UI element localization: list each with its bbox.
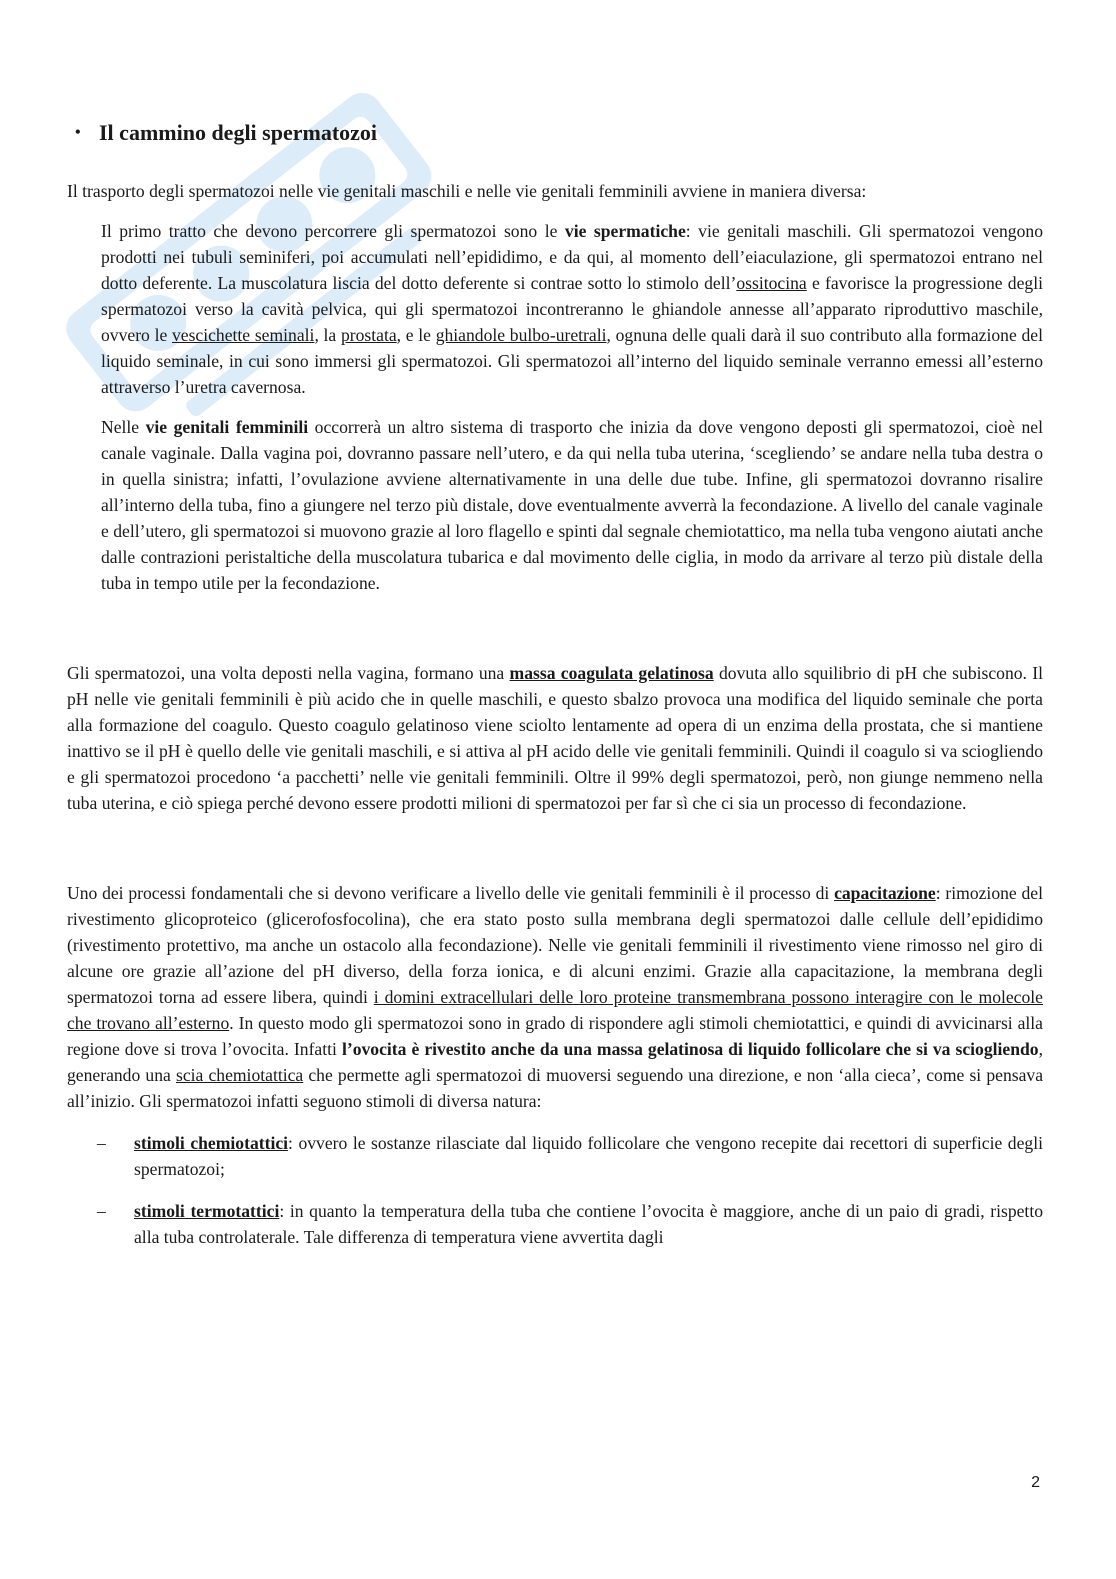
term-vie-spermatiche: vie spermatiche [564, 221, 686, 241]
term-massa-coagulata: massa coagulata gelatinosa [509, 663, 714, 683]
intro-paragraph: Il trasporto degli spermatozoi nelle vie genitali maschili e nelle vie genitali femminili avviene in maniera diversa: [67, 181, 867, 201]
bold-ovocita-rivestito: l’ovocita è rivestito anche da una massa gelatinosa di liquido follicolare che si va sciogliendo [341, 1039, 1039, 1059]
male-pathway-paragraph: Il primo tratto che devono percorrere gli spermatozoi sono le vie spermatiche: vie genitali maschili. Gli spermatozoi vengono prodotti nei tubuli seminiferi, poi accumulati nell’epididimo, e da qui, al momento dell’eiaculazione, gli spermatozoi entrano nel dotto deferente. La muscolatura liscia del dotto deferente si contrae sotto lo stimolo dell’ossitocina e favorisce la progressione degli spermatozoi verso la cavità pelvica, qui gli spermatozoi incontreranno le ghiandole annesse all’apparato riproduttivo maschile, ovvero le vescichette seminali, la prostata, e le ghiandole bulbo-uretrali, ognuna delle quali darà il suo contributo alla formazione del liquido seminale, in cui sono immersi gli spermatozoi. Gli spermatozoi all’interno del liquido seminale verranno emessi all’esterno attraverso l’uretra cavernosa. [101, 221, 1043, 397]
term-stimoli-chemiotattici: stimoli chemiotattici [134, 1133, 289, 1153]
heading-bullet: • [75, 124, 81, 141]
coagulation-paragraph: Gli spermatozoi, una volta deposti nella vagina, formano una massa coagulata gelatinosa dovuta allo squilibrio di pH che subiscono. Il pH nelle vie genitali femminili è più acido che in quelle maschili, e questo sbalzo provoca una modifica del liquido seminale che porta alla formazione del coagulo. Questo coagulo gelatinoso viene sciolto lentamente ad opera di un enzima della prostata, che si mantiene inattivo se il pH è quello delle vie genitali maschili, e si attiva al pH acido delle vie genitali femminili. Quindi il coagulo si va sciogliendo e gli spermatozoi procedono ‘a pacchetti’ nelle vie genitali femminili. Oltre il 99% degli spermatozoi, però, non giunge nemmeno nella tuba uterina, e ciò spiega perché devono essere prodotti milioni di spermatozoi per far sì che ci sia un processo di fecondazione. [67, 663, 1044, 813]
term-scia-chemiotattica: scia chemiotattica [175, 1065, 304, 1085]
document-page [67, 118, 1043, 1250]
dash-marker: – [97, 1133, 106, 1153]
capacitation-paragraph: Uno dei processi fondamentali che si devono verificare a livello delle vie genitali femminili è il processo di capacitazione: rimozione del rivestimento glicoproteico (glicerofosfocolina), che era stato posto sulla membrana degli spermatozoi dalle cellule dell’epididimo (rivestimento protettivo, ma anche un ostacolo alla fecondazione). Nelle vie genitali femminili il rivestimento viene rimosso nel giro di alcune ore grazie all’azione del pH diverso, della forza ionica, e di alcuni enzimi. Grazie alla capacitazione, la membrana degli spermatozoi torna ad essere libera, quindi i domini extracellulari delle loro proteine transmembrana possono interagire con le molecole che trovano all’esterno. In questo modo gli spermatozoi sono in grado di rispondere agli stimoli chemiotattici, e quindi di avvicinarsi alla regione dove si trova l’ovocita. Infatti l’ovocita è rivestito anche da una massa gelatinosa di liquido follicolare che si va sciogliendo, generando una scia chemiotattica che permette agli spermatozoi di muoversi seguendo una direzione, e non ‘alla cieca’, come si pensava all’inizio. Gli spermatozoi infatti seguono stimoli di diversa natura: [67, 883, 1044, 1111]
term-stimoli-termotattici: stimoli termotattici [134, 1201, 280, 1221]
section-heading [75, 118, 1043, 148]
list-item: – stimoli chemiotattici: ovvero le sostanze rilasciate dal liquido follicolare che vengono recepite dai recettori di superficie degli spermatozoi; [67, 1130, 1043, 1182]
page-number: 2 [1031, 1474, 1040, 1491]
term-prostata: prostata [340, 325, 397, 345]
term-capacitazione: capacitazione [834, 883, 936, 903]
heading-text: Il cammino degli spermatozoi [99, 120, 378, 145]
term-vescichette-seminali: vescichette seminali [171, 325, 315, 345]
female-pathway-paragraph: Nelle vie genitali femminili occorrerà un altro sistema di trasporto che inizia da dove vengono deposti gli spermatozoi, cioè nel canale vaginale. Dalla vagina poi, dovranno passare nell’utero, e da qui nella tuba uterina, ‘scegliendo’ se andare nella tuba destra o in quella sinistra; infatti, l’ovulazione avviene alternativamente in una delle due tube. Infine, gli spermatozoi dovranno risalire all’interno della tuba, fino a giungere nel terzo più distale, dove eventualmente avverrà la fecondazione. A livello del canale vaginale e dell’utero, gli spermatozoi si muovono grazie al loro flagello e spinti dal segnale chemiotattico, ma nella tuba vengono aiutati anche dalle contrazioni peristaltiche della muscolatura tubarica e dal movimento delle ciglia, in modo da arrivare al terzo più distale della tuba in tempo utile per la fecondazione. [101, 417, 1043, 593]
underlined-domini-extracellulari: i domini extracellulari delle loro proteine transmembrana possono interagire con le molecole che trovano all’esterno [67, 987, 1043, 1033]
term-ossitocina: ossitocina [736, 273, 807, 293]
dash-marker: – [97, 1201, 106, 1221]
term-vie-genitali-femminili: vie genitali femminili [145, 417, 309, 437]
term-ghiandole-bulbo-uretrali: ghiandole bulbo-uretrali [435, 325, 607, 345]
list-item: – stimoli termotattici: in quanto la temperatura della tuba che contiene l’ovocita è maggiore, anche di un paio di gradi, rispetto alla tuba controlaterale. Tale differenza di temperatura viene avvertita dagli [67, 1198, 1043, 1250]
